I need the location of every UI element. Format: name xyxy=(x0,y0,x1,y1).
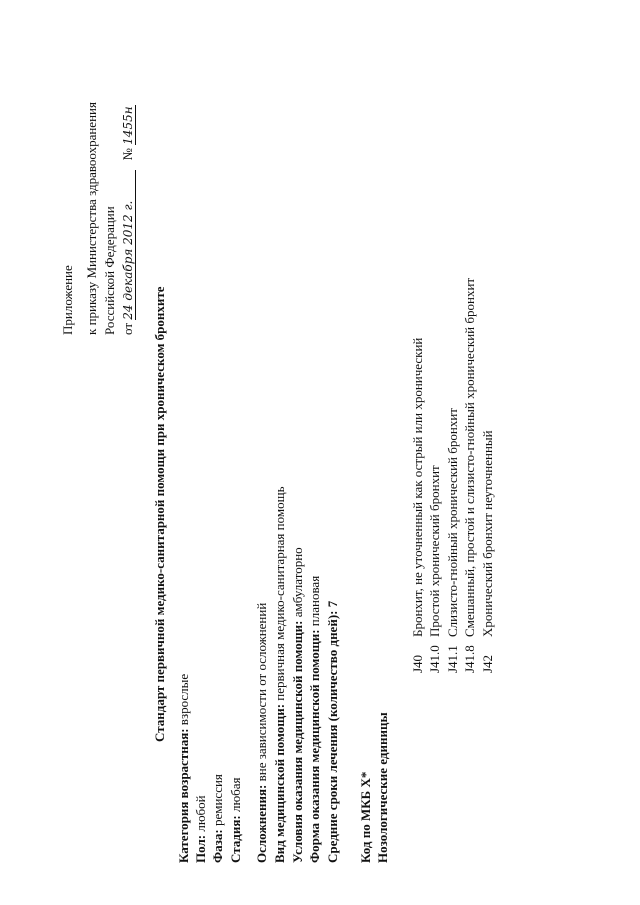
param-value: вне зависимости от осложнений xyxy=(254,602,269,782)
mkb-code: J40 xyxy=(410,654,425,673)
param-care-type xyxy=(272,486,287,863)
param-care-form xyxy=(307,576,322,863)
param-value: ремиссия xyxy=(210,774,225,827)
param-treatment-term xyxy=(325,601,340,863)
param-complications xyxy=(254,603,269,863)
param-stage xyxy=(228,777,243,863)
mkb-code-header: Код по МКБ X* xyxy=(358,771,373,863)
param-label: Стадия: xyxy=(228,815,243,863)
param-age-category xyxy=(176,674,191,863)
date-prefix: от xyxy=(120,322,135,335)
diagnosis-name: Бронхит, не уточненный как острый или хронический xyxy=(410,337,425,637)
number-prefix: № xyxy=(120,148,135,161)
param-value: любой xyxy=(193,795,208,832)
mkb-code: J41.8 xyxy=(462,645,477,673)
param-care-conditions xyxy=(290,547,305,863)
param-label: Пол: xyxy=(193,834,208,863)
appendix-order-line: к приказу Министерства здравоохранения xyxy=(84,102,99,335)
param-label: Условия оказания медицинской помощи: xyxy=(290,620,305,863)
param-label: Вид медицинской помощи: xyxy=(272,703,287,863)
diagnosis-name: Простой хронический бронхит xyxy=(427,465,442,637)
param-label: Форма оказания медицинской помощи: xyxy=(307,629,322,863)
param-value: плановая xyxy=(307,575,322,627)
param-label: Средние сроки лечения (количество дней): xyxy=(325,610,340,863)
param-value: любая xyxy=(228,777,243,813)
handwritten-date: 24 декабря 2012 г. xyxy=(121,170,136,320)
appendix-date-number-line xyxy=(120,105,136,335)
handwritten-number: 1455н xyxy=(121,106,135,145)
param-phase xyxy=(210,774,225,863)
document-title: Стандарт первичной медико-санитарной помощи при хроническом бронхите xyxy=(152,286,167,742)
mkb-code: J42 xyxy=(480,654,495,673)
nosological-units-header: Нозологические единицы xyxy=(375,712,390,863)
appendix-federation-line: Российской Федерации xyxy=(102,206,117,335)
param-value: взрослые xyxy=(176,673,191,726)
param-label: Фаза: xyxy=(210,829,225,863)
mkb-code: J41.0 xyxy=(427,645,442,673)
param-value: амбулаторно xyxy=(290,547,305,618)
appendix-title: Приложение xyxy=(60,265,75,335)
diagnosis-name: Смешанный, простой и слизисто-гнойный хронический бронхит xyxy=(462,277,477,637)
param-label: Категория возрастная: xyxy=(176,728,191,863)
diagnosis-name: Хронический бронхит неуточненный xyxy=(480,430,495,637)
param-value: первичная медико-санитарная помощь xyxy=(272,486,287,701)
param-sex xyxy=(193,795,208,863)
mkb-code: J41.1 xyxy=(445,645,460,673)
param-label: Осложнения: xyxy=(254,784,269,863)
param-value: 7 xyxy=(325,600,340,608)
diagnosis-name: Слизисто-гнойный хронический бронхит xyxy=(445,408,460,637)
